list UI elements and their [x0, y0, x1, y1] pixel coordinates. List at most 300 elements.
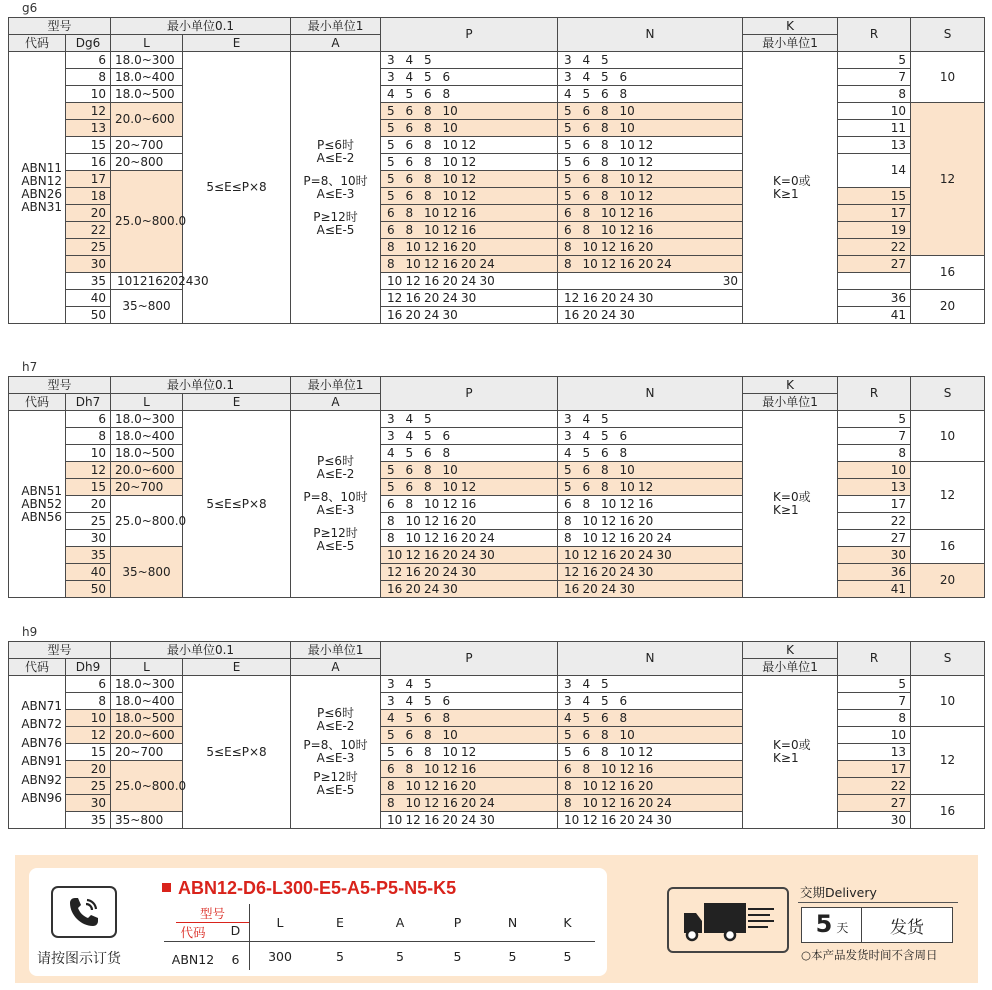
n-values [558, 744, 743, 761]
r-cell: 27 [838, 530, 911, 547]
r-cell: 22 [838, 778, 911, 795]
e-cell: 5≤E≤P×8 [183, 411, 291, 598]
value-number: 30 [461, 564, 477, 579]
d-cell: 20 [66, 761, 111, 778]
value-number: 16 [461, 761, 477, 776]
value-number: 8 [387, 795, 395, 810]
d-cell: 15 [66, 479, 111, 496]
n-values [558, 778, 743, 795]
value-number: 6 [564, 205, 572, 220]
value-number: 6 [582, 479, 591, 494]
a-cell: P≤6时 A≤E-2 P=8、10时 A≤E-3 P≥12时 A≤E-5 [291, 676, 381, 829]
value-number: 24 [601, 581, 617, 596]
value-number: 12 [601, 513, 617, 528]
s-cell: 12 [911, 727, 985, 795]
header-K-sub: 最小单位1 [743, 394, 838, 411]
value-number: 10 [601, 496, 617, 511]
l-cell: 18.0~400 [111, 428, 183, 445]
value-number: 8 [564, 530, 572, 545]
n-values [558, 239, 743, 256]
n-values [558, 676, 743, 693]
value-number: 20 [638, 778, 654, 793]
header-code: 代码 [9, 35, 66, 52]
d-cell: 8 [66, 69, 111, 86]
value-number: 30 [461, 290, 477, 305]
value-number: 6 [442, 428, 451, 443]
n-values [558, 103, 743, 120]
d-cell: 30 [66, 795, 111, 812]
r-cell: 15 [838, 188, 911, 205]
value-number: 6 [582, 154, 591, 169]
value-number: 10 [564, 547, 580, 562]
value-number: 24 [479, 256, 495, 271]
header-R: R [838, 377, 911, 411]
header-min-unit-01: 最小单位0.1 [111, 377, 291, 394]
value-number: 12 [424, 778, 440, 793]
p-values [381, 205, 558, 222]
a-cell: P≤6时 A≤E-2 P=8、10时 A≤E-3 P≥12时 A≤E-5 [291, 411, 381, 598]
value-number: 24 [424, 581, 440, 596]
header-min-unit-1: 最小单位1 [291, 642, 381, 659]
value-number: 10 [582, 239, 598, 254]
l-cell: 18.0~400 [111, 69, 183, 86]
value-number: 8 [564, 778, 572, 793]
value-number: 20 [442, 273, 458, 288]
n-values [558, 290, 743, 307]
l-cell: 20~700 [111, 137, 183, 154]
r-cell: 7 [838, 693, 911, 710]
order-head-n: N [507, 915, 518, 930]
value-number: 8 [424, 154, 432, 169]
d-cell: 12 [66, 727, 111, 744]
value-number: 3 [564, 428, 572, 443]
value-number: 10 [424, 496, 440, 511]
header-E: E [183, 35, 291, 52]
value-number: 10 [619, 462, 635, 477]
header-E: E [183, 394, 291, 411]
value-number: 24 [638, 547, 654, 562]
value-number: 16 [638, 222, 654, 237]
value-number: 10 [117, 273, 133, 288]
value-number: 20 [638, 530, 654, 545]
value-number: 10 [387, 273, 403, 288]
value-number: 10 [405, 778, 421, 793]
value-number: 30 [638, 290, 654, 305]
value-number: 10 [424, 761, 440, 776]
n-values [558, 445, 743, 462]
value-number: 10 [619, 479, 635, 494]
header-model: 型号 [9, 377, 111, 394]
p-values [381, 52, 558, 69]
value-number: 8 [424, 744, 432, 759]
value-number: 5 [405, 86, 414, 101]
p-values [381, 479, 558, 496]
value-number: 12 [442, 496, 458, 511]
value-number: 4 [405, 693, 414, 708]
value-number: 10 [619, 727, 635, 742]
value-number: 10 [405, 795, 421, 810]
delivery-days-number: 5 [815, 910, 833, 938]
value-number: 6 [582, 462, 591, 477]
header-code: 代码 [9, 659, 66, 676]
header-K: K [743, 18, 838, 35]
value-number: 24 [656, 530, 672, 545]
d-cell: 20 [66, 496, 111, 513]
value-number: 10 [619, 120, 635, 135]
d-cell: 10 [66, 445, 111, 462]
value-number: 5 [564, 744, 572, 759]
l-cell: 18.0~300 [111, 676, 183, 693]
value-number: 6 [387, 205, 395, 220]
header-S: S [911, 377, 985, 411]
value-number: 5 [582, 710, 591, 725]
value-number: 24 [601, 307, 617, 322]
value-number: 12 [442, 205, 458, 220]
p-values [381, 581, 558, 598]
value-number: 16 [582, 564, 598, 579]
code-item: ABN51 [21, 483, 62, 498]
value-number: 16 [601, 547, 617, 562]
l-cell: 18.0~500 [111, 86, 183, 103]
n-values [558, 795, 743, 812]
n-values [558, 761, 743, 778]
value-number: 3 [564, 69, 572, 84]
order-val-n: 5 [508, 948, 517, 964]
order-head-model: 型号 [176, 904, 249, 923]
value-number: 16 [442, 795, 458, 810]
value-number: 20 [405, 581, 421, 596]
value-number: 20 [424, 564, 440, 579]
value-number: 3 [387, 52, 395, 67]
value-number: 10 [582, 778, 598, 793]
value-number: 10 [442, 171, 458, 186]
value-number: 5 [564, 103, 572, 118]
value-number: 5 [564, 479, 572, 494]
value-number: 8 [601, 171, 609, 186]
value-number: 6 [424, 86, 432, 101]
p-values [381, 778, 558, 795]
value-number: 10 [582, 530, 598, 545]
delivery-days [801, 907, 863, 943]
value-number: 24 [178, 273, 194, 288]
d-cell: 35 [66, 812, 111, 829]
value-number: 30 [479, 547, 495, 562]
value-number: 8 [601, 479, 609, 494]
value-number: 3 [387, 676, 395, 691]
value-number: 4 [582, 411, 591, 426]
value-number: 16 [601, 812, 617, 827]
value-number: 3 [564, 676, 572, 691]
value-number: 8 [424, 727, 432, 742]
value-number: 8 [582, 222, 591, 237]
l-cell: 20~700 [111, 744, 183, 761]
value-number: 12 [601, 778, 617, 793]
value-number: 5 [387, 188, 395, 203]
value-number: 20 [442, 812, 458, 827]
r-cell: 22 [838, 239, 911, 256]
value-number: 5 [387, 137, 395, 152]
value-number: 24 [479, 795, 495, 810]
d-cell: 15 [66, 744, 111, 761]
value-number: 30 [656, 547, 672, 562]
value-number: 16 [424, 273, 440, 288]
code-item: ABN26 [21, 186, 62, 201]
r-cell: 30 [838, 812, 911, 829]
value-number: 12 [387, 290, 403, 305]
spec-table-g6 [8, 17, 985, 324]
value-number: 10 [619, 154, 635, 169]
r-cell: 17 [838, 205, 911, 222]
code-item: ABN92 [21, 772, 62, 787]
value-number: 6 [405, 120, 414, 135]
p-values [381, 496, 558, 513]
codes-cell [9, 676, 66, 829]
value-number: 10 [582, 256, 598, 271]
l-cell: 35~800 [111, 290, 183, 324]
value-number: 5 [424, 69, 432, 84]
order-val-d: 6 [231, 951, 240, 967]
d-cell: 13 [66, 120, 111, 137]
value-number: 5 [387, 462, 395, 477]
s-cell: 10 [911, 411, 985, 462]
p-values [381, 239, 558, 256]
spec-table-h7 [8, 376, 985, 598]
value-number: 6 [619, 428, 628, 443]
l-cell: 18.0~300 [111, 52, 183, 69]
header-code: 代码 [9, 394, 66, 411]
codes-cell [9, 411, 66, 598]
value-number: 20 [461, 513, 477, 528]
value-number: 12 [132, 273, 148, 288]
value-number: 10 [564, 812, 580, 827]
section-label-h7: h7 [22, 360, 38, 374]
value-number: 20 [405, 307, 421, 322]
header-P: P [381, 642, 558, 676]
d-cell: 35 [66, 547, 111, 564]
value-number: 16 [147, 273, 163, 288]
value-number: 5 [424, 428, 432, 443]
n-values [558, 86, 743, 103]
value-number: 6 [424, 710, 432, 725]
value-number: 8 [424, 137, 432, 152]
code-item: ABN76 [21, 735, 62, 750]
value-number: 4 [582, 52, 591, 67]
d-cell: 6 [66, 411, 111, 428]
value-number: 20 [638, 256, 654, 271]
d-cell: 22 [66, 222, 111, 239]
value-number: 20 [162, 273, 179, 288]
r-cell: 30 [838, 547, 911, 564]
value-number: 10 [442, 727, 458, 742]
order-instruction: 请按图示订货 [37, 951, 121, 967]
value-number: 12 [424, 513, 440, 528]
value-number: 5 [564, 727, 572, 742]
value-number: 16 [564, 307, 580, 322]
r-cell: 27 [838, 256, 911, 273]
n-values [558, 154, 743, 171]
r-cell: 36 [838, 564, 911, 581]
p-values [111, 273, 209, 290]
value-number: 20 [619, 812, 635, 827]
header-S: S [911, 642, 985, 676]
p-values [381, 462, 558, 479]
header-A: A [291, 35, 381, 52]
value-number: 6 [405, 103, 414, 118]
value-number: 16 [619, 513, 635, 528]
value-number: 12 [582, 547, 598, 562]
header-R: R [838, 642, 911, 676]
value-number: 8 [601, 154, 609, 169]
n-values [558, 727, 743, 744]
s-cell: 12 [911, 103, 985, 256]
r-cell: 27 [838, 795, 911, 812]
value-number: 3 [387, 69, 395, 84]
delivery-ship: 发货 [861, 907, 953, 943]
value-number: 6 [582, 744, 591, 759]
p-values [381, 727, 558, 744]
value-number: 12 [461, 137, 477, 152]
value-number: 16 [638, 761, 654, 776]
r-cell: 10 [838, 462, 911, 479]
n-values [558, 120, 743, 137]
header-L: L [111, 394, 183, 411]
r-cell: 7 [838, 69, 911, 86]
value-number: 5 [424, 693, 432, 708]
header-N: N [558, 377, 743, 411]
header-K: K [743, 377, 838, 394]
value-number: 8 [387, 778, 395, 793]
s-cell: 20 [911, 290, 985, 324]
header-K-sub: 最小单位1 [743, 35, 838, 52]
d-cell: 40 [66, 290, 111, 307]
r-cell: 13 [838, 479, 911, 496]
n-values [558, 307, 743, 324]
value-number: 3 [564, 52, 572, 67]
header-P: P [381, 377, 558, 411]
code-item: ABN11 [21, 160, 62, 175]
value-number: 4 [582, 428, 591, 443]
p-values [381, 222, 558, 239]
code-item: ABN96 [21, 791, 62, 805]
value-number: 16 [619, 530, 635, 545]
p-values [381, 795, 558, 812]
value-number: 8 [424, 103, 432, 118]
value-number: 6 [405, 727, 414, 742]
value-number: 24 [461, 547, 477, 562]
l-cell: 18.0~500 [111, 710, 183, 727]
value-number: 6 [619, 69, 628, 84]
value-number: 6 [424, 445, 432, 460]
value-number: 3 [564, 411, 572, 426]
value-number: 30 [619, 307, 635, 322]
value-number: 10 [424, 222, 440, 237]
value-number: 4 [387, 445, 395, 460]
r-cell: 17 [838, 496, 911, 513]
value-number: 8 [424, 171, 432, 186]
value-number: 12 [461, 479, 477, 494]
value-number: 4 [582, 69, 591, 84]
value-number: 20 [442, 547, 458, 562]
p-values [381, 693, 558, 710]
value-number: 16 [442, 778, 458, 793]
header-K: K [743, 642, 838, 659]
l-cell: 20.0~600 [111, 462, 183, 479]
value-number: 8 [582, 761, 591, 776]
s-cell: 20 [911, 564, 985, 598]
value-number: 8 [405, 761, 414, 776]
d-cell: 17 [66, 171, 111, 188]
d-cell: 12 [66, 103, 111, 120]
l-cell: 18.0~300 [111, 411, 183, 428]
value-number: 5 [582, 86, 591, 101]
n-values [558, 171, 743, 188]
header-min-unit-1: 最小单位1 [291, 18, 381, 35]
value-number: 8 [601, 727, 609, 742]
value-number: 24 [619, 564, 635, 579]
value-number: 20 [461, 530, 477, 545]
value-number: 12 [619, 761, 635, 776]
l-cell: 35~800 [111, 812, 183, 829]
r-cell: 22 [838, 513, 911, 530]
value-number: 16 [424, 547, 440, 562]
header-d: Dh7 [66, 394, 111, 411]
value-number: 4 [387, 86, 395, 101]
code-item: ABN31 [21, 199, 62, 214]
p-values [381, 69, 558, 86]
value-number: 10 [442, 154, 458, 169]
value-number: 20 [638, 513, 654, 528]
value-number: 24 [619, 290, 635, 305]
p-values [381, 86, 558, 103]
value-number: 30 [619, 581, 635, 596]
value-number: 5 [405, 445, 414, 460]
value-number: 20 [601, 564, 617, 579]
d-cell: 30 [66, 256, 111, 273]
value-number: 16 [461, 205, 477, 220]
value-number: 16 [619, 778, 635, 793]
value-number: 20 [638, 239, 654, 254]
value-number: 16 [442, 530, 458, 545]
value-number: 5 [387, 154, 395, 169]
value-number: 12 [638, 188, 654, 203]
value-number: 8 [619, 86, 628, 101]
p-values [381, 290, 558, 307]
p-values [381, 812, 558, 829]
r-cell: 41 [838, 307, 911, 324]
value-number: 6 [405, 171, 414, 186]
value-number: 8 [564, 239, 572, 254]
p-values [381, 120, 558, 137]
value-number: 8 [601, 103, 609, 118]
value-number: 6 [601, 445, 609, 460]
r-cell: 30 [558, 273, 743, 290]
r-cell: 13 [838, 744, 911, 761]
value-number: 5 [601, 52, 609, 67]
l-cell: 25.0~800.0 [111, 761, 183, 812]
value-number: 20 [619, 547, 635, 562]
value-number: 6 [582, 103, 591, 118]
p-values [381, 530, 558, 547]
s-cell: 12 [911, 462, 985, 530]
header-min-unit-01: 最小单位0.1 [111, 642, 291, 659]
value-number: 6 [387, 222, 395, 237]
truck-icon [667, 887, 789, 953]
r-cell: 8 [838, 86, 911, 103]
d-cell: 8 [66, 693, 111, 710]
value-number: 3 [387, 411, 395, 426]
value-number: 20 [601, 290, 617, 305]
value-number: 8 [619, 445, 628, 460]
